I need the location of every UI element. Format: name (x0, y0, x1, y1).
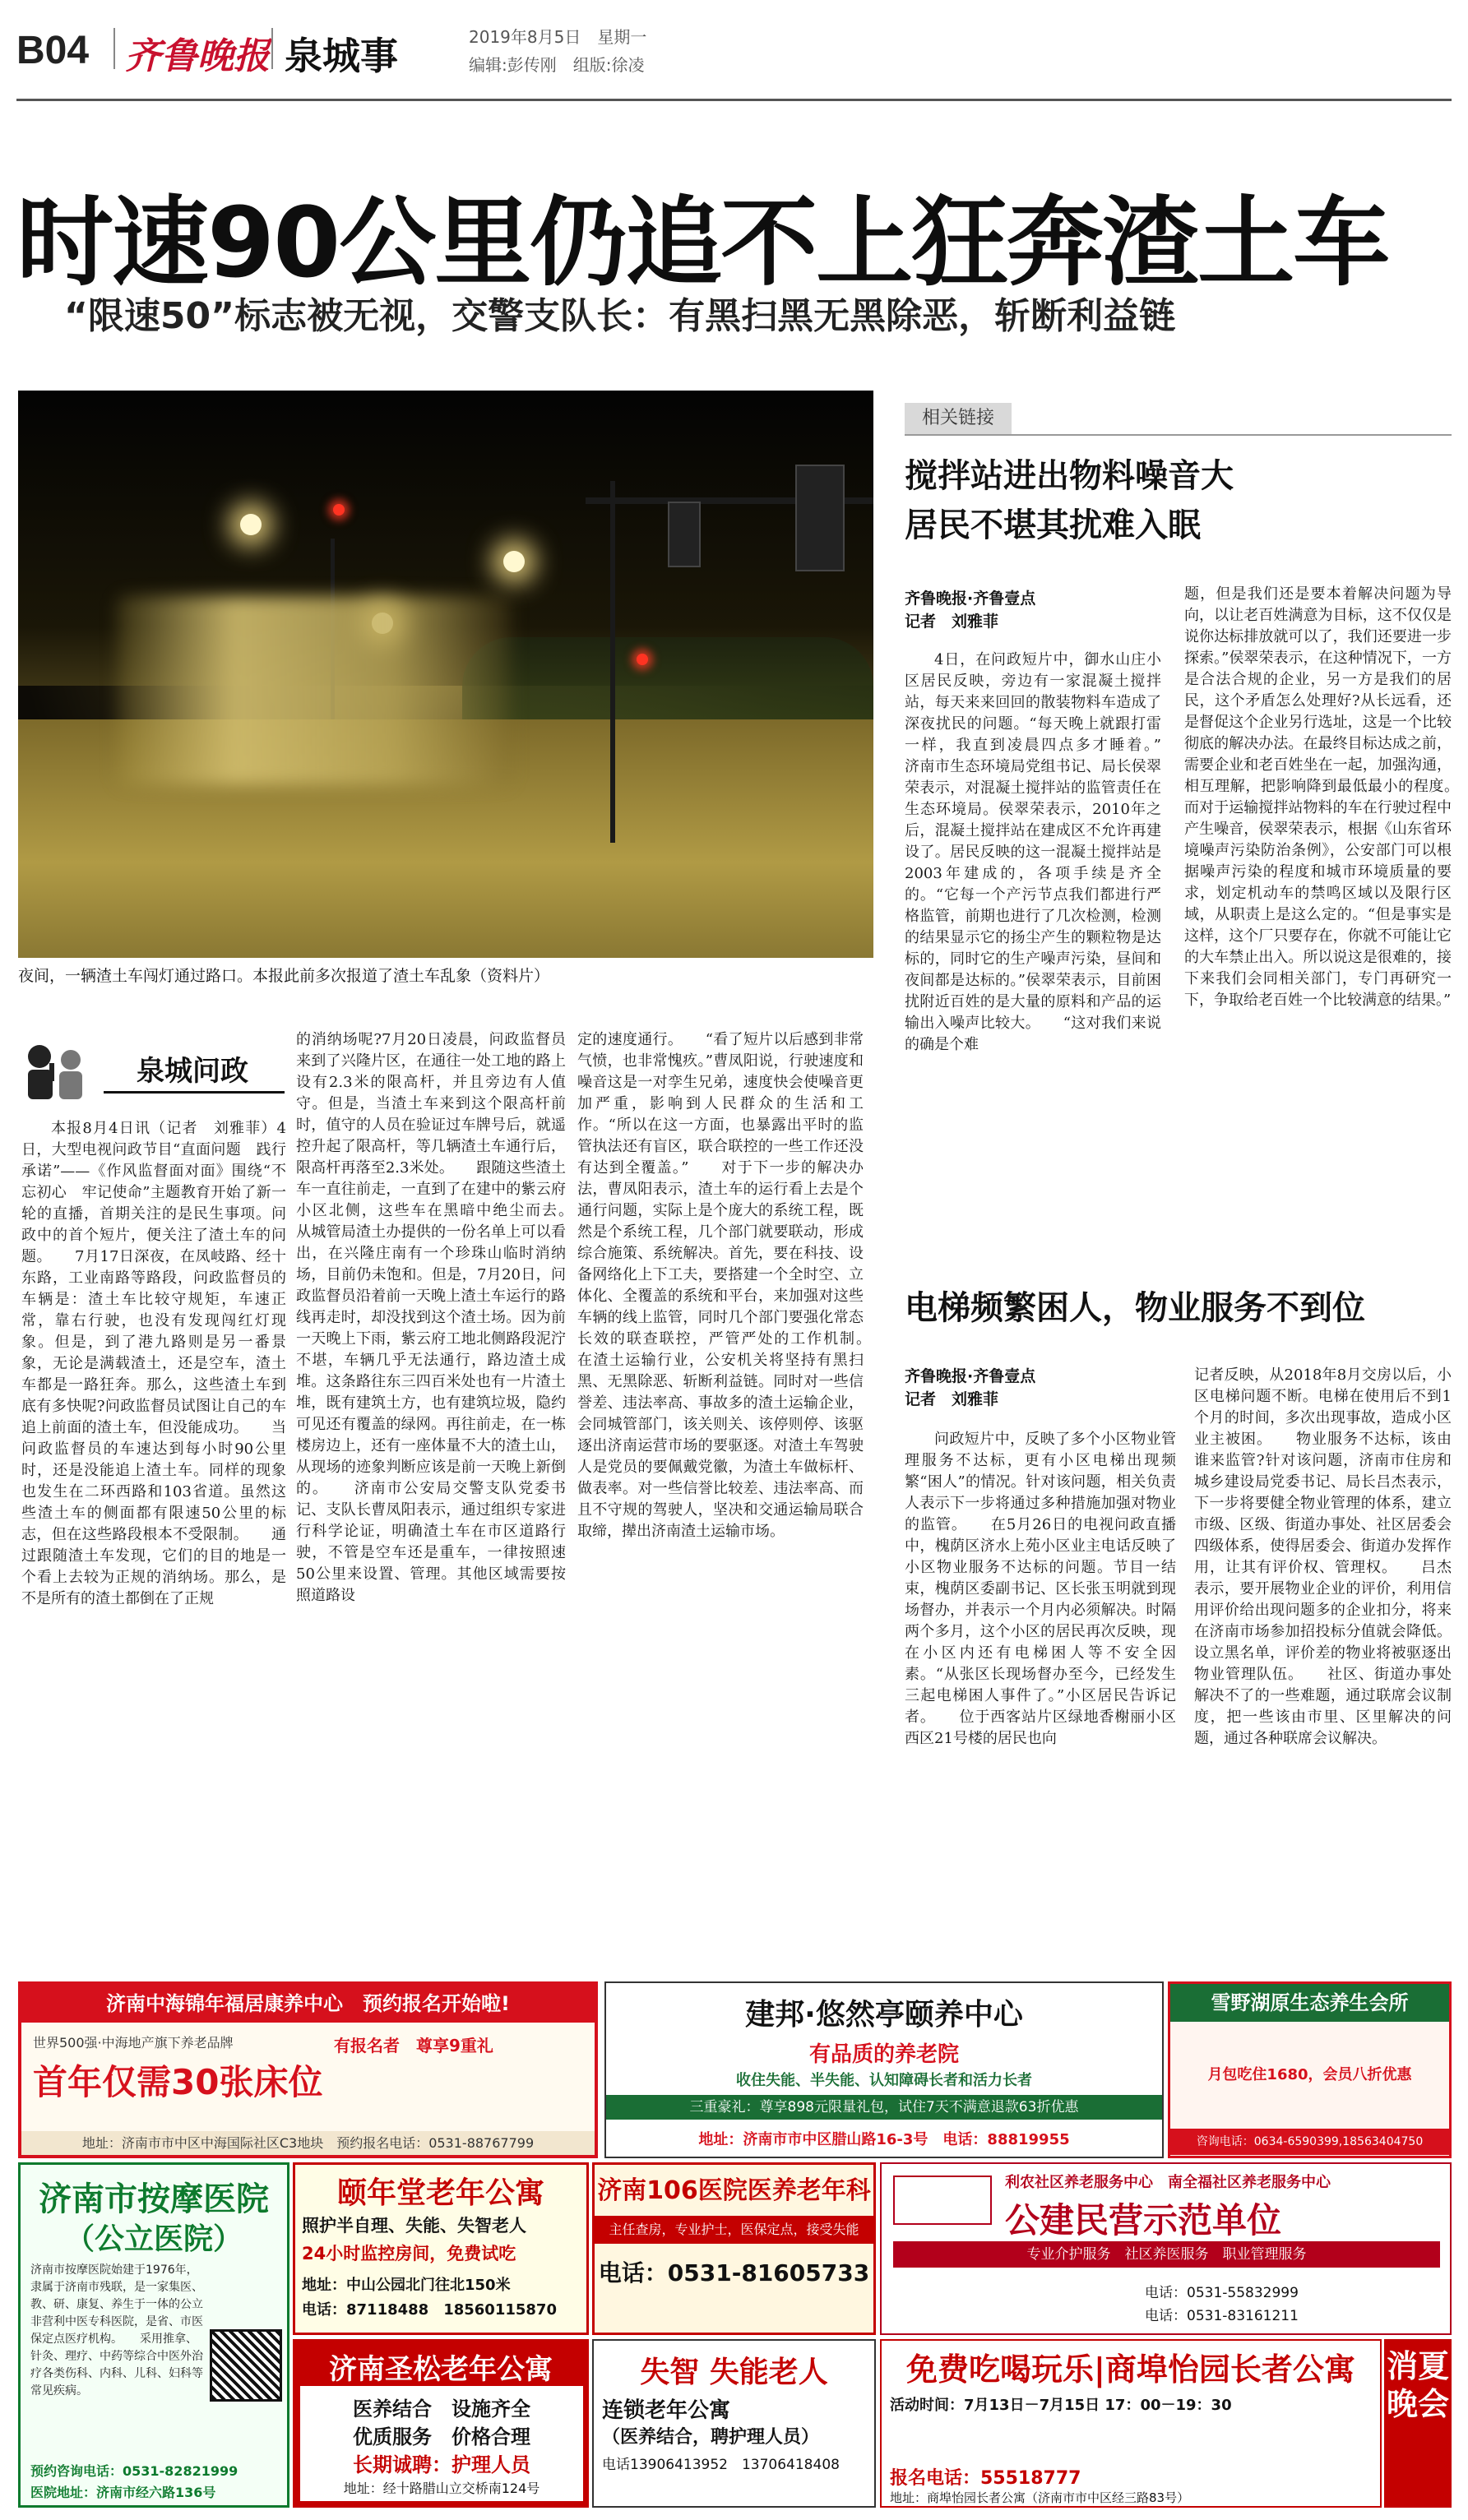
byline (905, 1365, 1035, 1411)
article-text: 4日，在问政短片中，御水山庄小区居民反映，旁边有一家混凝土搅拌站，每天来来回回的散装物料车造成了深夜扰民的问题。“每天晚上就跟打雷一样，我直到凌晨四点多才睡着。” 济南市生态环境局党组书记、局长侯翠荣表示，对混凝土搅拌站的监管责任在生态环境局。侯翠荣表示，2010年之后，混凝土搅拌站在建成区不允许再建设了。居民反映的这一混凝土搅拌站是2003年建成的，各项手续是齐全的。“它每一个产污节点我们都进行严格监管，前期也进行了几次检测，检测的结果显示它的扬尘产生的颗粒物是达标的，同时它的生产噪声污染，昼间和夜间都是达标的。”侯翠荣表示，目前困扰附近百姓的是大量的原料和产品的运输出入噪声比较大。 “这对我们来说的确是个难 (905, 651, 1161, 1053)
ad-note: （医养结合，聘护理人员） (602, 2427, 820, 2448)
red-light (333, 504, 345, 516)
ad-subtitle: 连锁老年公寓 (602, 2398, 731, 2423)
article-column-1 (21, 1118, 286, 1940)
divider (113, 28, 115, 69)
ad-service: 专业介护服务 社区养医服务 职业管理服务 (893, 2241, 1440, 2268)
ad-zhonghai-jinnian[interactable] (18, 1981, 598, 2158)
ad-feature: 主任查房，专业护士，医保定点，接受失能 (595, 2216, 873, 2244)
ad-elderly-apartment[interactable] (592, 2339, 876, 2508)
side-article-2-column-2 (1194, 1365, 1452, 1940)
traffic-signal (668, 502, 701, 567)
side-article-1-column-2 (1184, 584, 1452, 1192)
article-column-3 (577, 1029, 864, 1940)
ad-yiniantang[interactable] (293, 2162, 589, 2335)
side-article-2-title: 电梯频繁困人，物业服务不到位 (905, 1289, 1365, 1327)
column-label (21, 1032, 285, 1107)
photo-pole (610, 481, 615, 843)
issue-date: 2019年8月5日 星期一 (469, 27, 647, 47)
ad-phone: 电话13906413952 13706418408 (602, 2457, 840, 2473)
ad-phone: 电话：0531-83161211 (1145, 2308, 1299, 2324)
sub-headline: “限速50”标志被无视，交警支队长：有黑扫黑无黑除恶，斩断利益链 (64, 295, 1176, 337)
ad-title: 公建民营示范单位 (1005, 2200, 1282, 2240)
article-text: 定的速度通行。 “看了短片以后感到非常气愤，也非常愧疚。”曹凤阳说，行驶速度和噪音这是一对孪生兄弟，速度快会使噪音更加严重，影响到人民群众的生活和工作。“所以在这一方面，也暴露出平时的监管执法还有盲区，联合联控的一些工作还没有达到全覆盖。” 对于下一步的解决办法，曹凤阳表示，渣土车的运行看上去是个通行问题，实际上是个庞大的系统工程，既然是个系统工程，几个部门就要联动，形成综合施策、系统解决。首先，要在科技、设备网络化上下工夫，要搭建一个全时空、立体化、全覆盖的系统和平台，来加强对这些车辆的线上监管，同时几个部门要强化常态长效的联查联控，严管严处的工作机制。 在渣土运输行业，公安机关将坚持有黑扫黑、无黑除恶、斩断利益链。同时对一些信誉差、违法率高、事故多的渣土运输企业，会同城管部门，该关则关、该停则停、该驱逐出济南运营市场的要驱逐。对渣土车驾驶人是党员的要佩戴党徽，为渣土车做标杆、做表率。对一些信誉比较差、违法率高、而且不守规的驾驶人，坚决和交通运输局联合取缔，撵出济南渣土运输市场。 (577, 1031, 864, 1540)
article-text: 本报8月4日讯（记者 刘雅菲）4日，大型电视问政节目“直面问题 践行承诺”——《作风监督面对面》围绕“不忘初心 牢记使命”主题教育开始了新一轮的直播，首期关注的是民生事项。问政中的首个短片，便关注了渣土车的问题。 7月17日深夜，在凤岐路、经十东路，工业南路等路段，问政监督员的车辆是：渣土车比较守规矩，车速正常，靠右行驶，也没有发现闯红灯现象。但是，到了港九路则是另一番景象，无论是满载渣土，还是空车，渣土车都是一路狂奔。那么，这些渣土车到底有多快呢?问政监督员试图让自己的车追上前面的渣土车，但没能成功。 当问政监督员的车速达到每小时90公里时，还是没能追上渣土车。同样的现象也发生在二环西路和103省道。虽然这些渣土车的侧面都有限速50公里的标志，但在这些路段根本不受限制。 通过跟随渣土车发现，它们的目的地是一个看上去较为正规的消纳场。那么，是不是所有的渣土都倒在了正规 (21, 1120, 286, 1607)
ad-phone: 预约咨询电话：0531-82821999 (30, 2463, 238, 2479)
ad-jianbang-youranting[interactable] (604, 1981, 1164, 2158)
related-rule (905, 434, 1452, 436)
ad-address: 医院地址：济南市经六路136号 (30, 2485, 216, 2500)
masthead-rule (16, 99, 1452, 101)
ad-phone: 电话：0531-55832999 (1145, 2285, 1299, 2301)
brand-logo-icon (893, 2176, 992, 2225)
ad-promo: 三重豪礼：尊享898元限量礼包，试住7天不满意退款63折优惠 (606, 2095, 1162, 2120)
ad-address: 地址：经十路腊山立交桥南124号 (343, 2481, 540, 2496)
side-article-1-title-line2: 居民不堪其扰难入眠 (905, 506, 1201, 544)
news-photo (18, 391, 873, 958)
article-text: 记者反映，从2018年8月交房以后，小区电梯问题不断。电梯在使用后不到1个月的时间，多次出现事故，造成小区业主被困。 物业服务不达标，该由谁来监管?针对该问题，济南市住房和城乡建设局党委书记、局长吕杰表示，下一步将要健全物业管理的体系，建立市级、区级、街道办事处、社区居委会四级体系，使得居委会、街道办发挥作用，让其有评价权、管理权。 吕杰表示，要开展物业企业的评价，利用信用评价给出现问题多的企业扣分，将来在济南市场参加招投标分值就会降低。设立黑名单，评价差的物业将被驱逐出物业管理队伍。 社区、街道办事处解决不了的一些难题，通过联席会议制度，把一些该由市里、区里解决的问题，通过各种联席会议解决。 (1194, 1366, 1452, 1747)
ad-slogan: 有品质的养老院 (808, 2042, 959, 2067)
ad-feature: 医养结合 设施齐全 (353, 2397, 530, 2421)
byline-author: 记者 刘雅菲 (905, 613, 999, 631)
ad-title: 颐年堂老年公寓 (336, 2176, 544, 2210)
traffic-signal (795, 465, 845, 571)
ad-title: 免费吃喝玩乐|商埠怡园长者公寓 (906, 2351, 1355, 2388)
ad-recruit: 长期诚聘：护理人员 (353, 2453, 530, 2476)
column-label-text: 泉城问政 (137, 1055, 248, 1088)
ad-activity: 活动时间：7月13日－7月15日 17：00－19：30 (890, 2397, 1232, 2414)
related-links-tag: 相关链接 (905, 403, 1012, 434)
masthead (16, 16, 1452, 82)
street-lamp (503, 551, 525, 572)
ad-title: 失智 失能老人 (640, 2356, 828, 2389)
red-light (637, 654, 648, 665)
ad-headline: 济南中海锦年福居康养中心 预约报名开始啦! (21, 1985, 595, 2023)
main-headline: 时速90公里仍追不上狂奔渣土车 (16, 186, 1389, 299)
article-text: 的消纳场呢?7月20日凌晨，问政监督员来到了兴隆片区，在通往一处工地的路上设有2.3米的限高杆，并且旁边有人值守。但是，当渣土车来到这个限高杆前时，值守的人员在验证过车牌号后，就遥控升起了限高杆，等几辆渣土车通行后，限高杆再落至2.3米处。 跟随这些渣土车一直往前走，一直到了在建中的紫云府小区北侧，这些车在黑暗中绝尘而去。 从城管局渣土办提供的一份名单上可以看出，在兴隆庄南有一个珍珠山临时消纳场，目前仍未饱和。但是，7月20日，问政监督员沿着前一天晚上渣土车运行的路线再走时，却没找到这个渣土场。因为前一天晚上下雨，紫云府工地北侧路段泥泞不堪，车辆几乎无法通行，路边渣土成堆。这条路往东三四百米处也有一片渣土堆，既有建筑土方，也有建筑垃圾，隐约可见还有覆盖的绿网。再往前走，在一栋楼房边上，还有一座体量不大的渣土山，从现场的迹象判断应该是前一天晚上新倒的。 济南市公安局交警支队党委书记、支队长曹凤阳表示，通过组织专家进行科学论证，明确渣土车在市区道路行驶，不管是空车还是重车，一律按照速50公里来设置、管理。其他区域需要按照道路设 (296, 1031, 566, 1604)
ad-106-hospital[interactable] (592, 2162, 876, 2335)
ad-headline: 利农社区养老服务中心 南全福社区养老服务中心 (1005, 2174, 1331, 2191)
ad-address: 地址：中山公园北门往北150米 (302, 2277, 511, 2294)
issue-meta (469, 23, 646, 79)
ad-service: 照护半自理、失能、失智老人 (302, 2216, 526, 2236)
ad-phone: 电话：87118488 18560115870 (302, 2301, 557, 2319)
ad-shengsong[interactable] (293, 2339, 589, 2508)
ad-xueyehu[interactable] (1168, 1981, 1452, 2158)
byline (905, 587, 1035, 633)
ad-feature: 优质服务 价格合理 (353, 2425, 530, 2448)
column-label-underline (104, 1091, 285, 1094)
ad-community-elderly[interactable] (880, 2162, 1452, 2335)
ad-contact: 咨询电话：0634-6590399,18563404750 (1170, 2129, 1449, 2155)
ad-title: 济南市按摩医院 (39, 2180, 269, 2218)
ad-subtitle: （公立医院） (64, 2222, 243, 2256)
section-name: 泉城事 (285, 34, 398, 78)
article-text: 题，但是我们还是要本着解决问题为导向，以让老百姓满意为目标，这不仅仅是说你达标排放就可以了，我们还要进一步探索。”侯翠荣表示，在这种情况下，一方是合法合规的企业，另一方是我们的居民，这个矛盾怎么处理好?从长远看，还是督促这个企业另行选址，这是一个比较彻底的解决办法。在最终目标达成之前，需要企业和老百姓坐在一起，加强沟通，相互理解，把影响降到最低最小的程度。 而对于运输搅拌站物料的车在行驶过程中产生噪音，侯翠荣表示，根据《山东省环境噪声污染防治条例》，公安部门可以根据噪声污染的程度和城市环境质量的要求，划定机动车的禁鸣区域以及限行区域，从职责上是这么定的。“但是事实是这样，这个厂只要存在，你就不可能让它的大车禁止出入。所以说这是很难的，接下来我们会同相关部门，专门再研究一下，争取给老百姓一个比较满意的结果。” (1184, 585, 1452, 1009)
ad-shangbu-yiyuan[interactable] (880, 2339, 1382, 2508)
ad-body (300, 2386, 583, 2501)
article-column-2 (296, 1029, 566, 1940)
side-article-1-title-line1: 搅拌站进出物料噪音大 (905, 457, 1234, 495)
ad-promo: 月包吃住1680，会员八折优惠 (1207, 2066, 1412, 2083)
editor-credits: 编辑:彭传刚 组版:徐凌 (469, 55, 645, 75)
byline-outlet: 齐鲁晚报·齐鲁壹点 (905, 590, 1036, 608)
ad-title: 消夏晚会 (1386, 2348, 1449, 2422)
ad-anmo-hospital[interactable] (18, 2162, 289, 2508)
photo-caption: 夜间，一辆渣土车闯灯通过路口。本报此前多次报道了渣土车乱象（资料片） (18, 967, 550, 985)
ad-title: 济南圣松老年公寓 (329, 2353, 553, 2386)
qr-code-icon (210, 2329, 282, 2402)
byline-author: 记者 刘雅菲 (905, 1390, 999, 1408)
article-text: 问政短片中，反映了多个小区物业管理服务不达标，更有小区电梯出现频繁“困人”的情况。针对该问题，相关负责人表示下一步将通过多种措施加强对物业的监管。 在5月26日的电视问政直播中，槐荫区济水上苑小区业主电话反映了小区物业服务不达标的问题。节目一结束，槐荫区委副书记、区长张玉明就到现场督办，并表示一个月内必须解决。时隔两个多月，这个小区的居民再次反映，现在小区内还有电梯困人等不安全因素。“从张区长现场督办至今，已经发生三起电梯困人事件了。”小区居民告诉记者。 位于西客站片区绿地香榭丽小区西区21号楼的居民也向 (905, 1431, 1176, 1747)
newspaper-logo: 齐鲁晚报 (125, 35, 270, 77)
ad-summer-gala[interactable] (1384, 2339, 1452, 2508)
byline-outlet: 齐鲁晚报·齐鲁壹点 (905, 1367, 1036, 1385)
ad-address: 地址：商埠怡园长者公寓（济南市市中区经三路83号） (890, 2490, 1190, 2505)
interview-icon (21, 1038, 95, 1104)
ad-feature: 24小时监控房间，免费试吃 (302, 2244, 516, 2263)
ad-offer: 首年仅需30张床位 (33, 2062, 323, 2102)
ad-service: 收住失能、半失能、认知障碍长者和活力长者 (736, 2072, 1032, 2089)
ad-contact: 地址：济南市市中区腊山路16-3号 电话：88819955 (698, 2131, 1070, 2148)
side-article-2-column-1 (905, 1429, 1176, 1940)
ad-phone: 电话：0531-81605733 (598, 2259, 870, 2286)
page-number: B04 (16, 29, 90, 72)
street-lamp (240, 514, 262, 535)
blurred-truck (117, 596, 512, 785)
ad-title: 建邦·悠然亭颐养中心 (745, 1998, 1023, 2032)
ad-title: 济南106医院医养老年科 (597, 2176, 871, 2205)
ad-description: 济南市按摩医院始建于1976年，隶属于济南市残联，是一家集医、教、研、康复、养生于一体的公立非营利中医专科医院，是省、市医保定点医疗机构。 采用推拿、针灸、理疗、中药等综合中医外治疗各类伤科、内科、儿科、妇科等常见疾病。 (30, 2263, 203, 2397)
ad-subline: 世界500强·中海地产旗下养老品牌 (33, 2035, 234, 2051)
ad-phone: 报名电话：55518777 (890, 2468, 1081, 2489)
side-article-1-column-1 (905, 650, 1161, 1192)
ad-contact: 地址：济南市市中区中海国际社区C3地块 预约报名电话：0531-88767799 (21, 2131, 595, 2156)
divider (271, 28, 273, 69)
ad-title: 雪野湖原生态养生会所 (1170, 1984, 1449, 2022)
ad-gift: 有报名者 尊享9重礼 (334, 2036, 493, 2055)
